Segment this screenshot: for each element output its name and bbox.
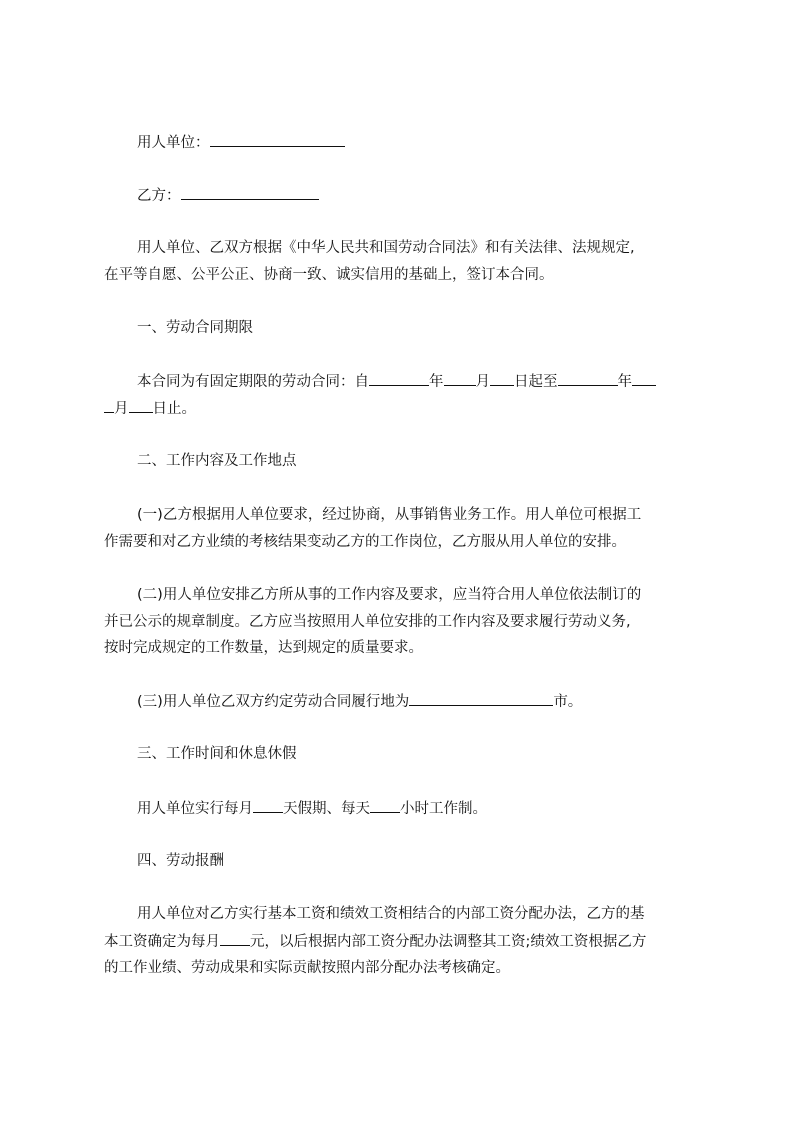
section2-p3	[137, 691, 582, 712]
days-off-blank[interactable]	[253, 798, 283, 813]
start-month-blank[interactable]	[444, 371, 476, 386]
employer-label: 用人单位：	[137, 135, 210, 151]
end-day-blank[interactable]	[129, 398, 153, 413]
monthly-text: 用人单位实行每月	[137, 801, 253, 817]
section3-hours-line	[137, 798, 487, 819]
section4-line-3: 的工作业绩、劳动成果和实际贡献按照内部分配办法考核确定。	[104, 960, 510, 976]
salary-blank[interactable]	[220, 931, 250, 946]
section4-line-2	[104, 931, 646, 952]
term-intro-text: 本合同为有固定期限的劳动合同：自	[137, 374, 369, 390]
workplace-text: (三)用人单位乙双方约定劳动合同履行地为	[137, 694, 410, 710]
section2-p1-line-1: (一)乙方根据用人单位要求，经过协商，从事销售业务工作。用人单位可根据工	[137, 507, 642, 523]
section2-p1-line-2: 作需要和对乙方业绩的考核结果变动乙方的工作岗位，乙方服从用人单位的安排。	[104, 534, 626, 550]
year2-label: 年	[617, 374, 632, 390]
daily-text: 天假期、每天	[283, 801, 370, 817]
city-label: 市。	[553, 694, 583, 710]
party-b-label: 乙方：	[137, 188, 181, 204]
hours-text: 小时工作制。	[400, 801, 487, 817]
employer-line	[137, 132, 345, 153]
intro-line-2: 在平等自愿、公平公正、协商一致、诚实信用的基础上，签订本合同。	[104, 267, 554, 283]
section2-p2-line-2: 并已公示的规章制度。乙方应当按照用人单位安排的工作内容及要求履行劳动义务,	[104, 614, 631, 630]
section2-p2-line-1: (二)用人单位安排乙方所从事的工作内容及要求，应当符合用人单位依法制订的	[137, 587, 642, 603]
day-from-label: 日起至	[514, 374, 558, 390]
end-month-blank-a[interactable]	[632, 371, 656, 386]
party-b-line	[137, 185, 319, 206]
intro-line-1: 用人单位、乙双方根据《中华人民共和国劳动合同法》和有关法律、法规规定,	[137, 240, 635, 256]
salary-rest-text: 元，以后根据内部工资分配办法调整其工资;绩效工资根据乙方	[250, 934, 647, 950]
hours-blank[interactable]	[370, 798, 400, 813]
section1-heading: 一、劳动合同期限	[137, 320, 253, 336]
month2-label: 月	[114, 401, 129, 417]
section2-p2-line-3: 按时完成规定的工作数量，达到规定的质量要求。	[104, 640, 423, 656]
salary-text: 本工资确定为每月	[104, 934, 220, 950]
end-month-blank-b[interactable]	[104, 398, 114, 413]
section1-term-line-1	[137, 371, 656, 392]
start-day-blank[interactable]	[490, 371, 514, 386]
workplace-city-blank[interactable]	[409, 691, 553, 706]
month-label: 月	[475, 374, 490, 390]
section1-term-line-2	[104, 398, 196, 419]
section4-line-1: 用人单位对乙方实行基本工资和绩效工资相结合的内部工资分配办法，乙方的基	[137, 906, 645, 922]
end-year-blank[interactable]	[558, 371, 618, 386]
day-end-label: 日止。	[152, 401, 196, 417]
section3-heading: 三、工作时间和休息休假	[137, 746, 297, 762]
section2-heading: 二、工作内容及工作地点	[137, 453, 297, 469]
section4-heading: 四、劳动报酬	[137, 853, 224, 869]
employer-blank[interactable]	[210, 132, 345, 147]
party-b-blank[interactable]	[181, 185, 319, 200]
start-year-blank[interactable]	[369, 371, 429, 386]
year-label: 年	[429, 374, 444, 390]
